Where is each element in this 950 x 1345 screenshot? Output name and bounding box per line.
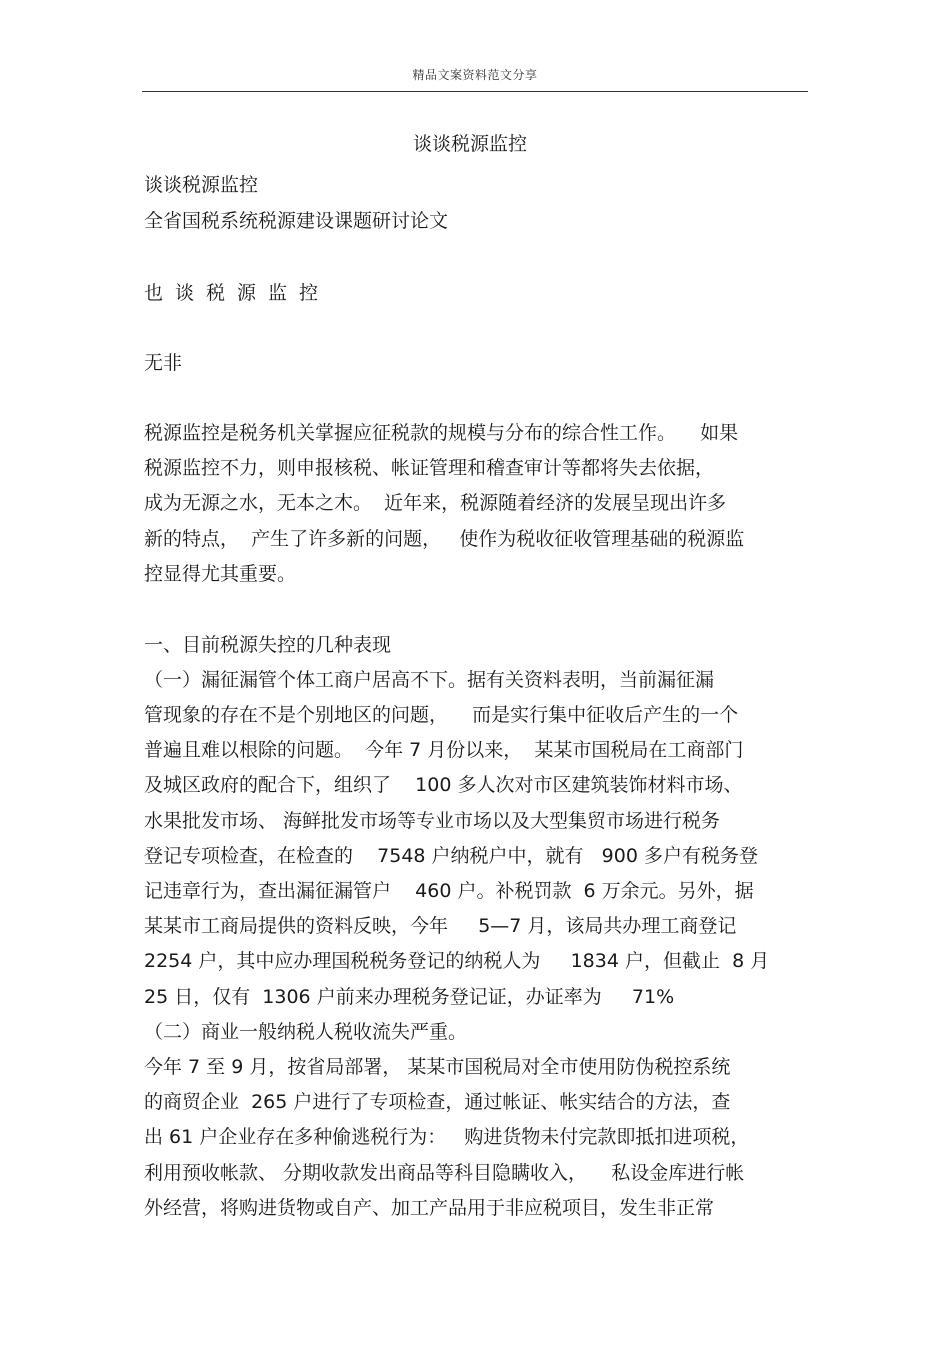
paragraph-line: 及城区政府的配合下，组织了 100 多人次对市区建筑装饰材料市场、 xyxy=(144,774,743,796)
header-text: 精品文案资料范文分享 xyxy=(412,68,538,82)
section-heading: 也谈税源监控 xyxy=(144,282,331,304)
paragraph-line: 外经营，将购进货物或自产、加工产品用于非应税项目，发生非正常 xyxy=(144,1197,715,1219)
paragraph-line: 出 61 户企业存在多种偷逃税行为： 购进货物未付完款即抵扣进项税， xyxy=(144,1126,750,1148)
section-heading: 一、目前税源失控的几种表现 xyxy=(144,634,392,656)
paragraph-line: 登记专项检查，在检查的 7548 户纳税户中，就有 900 多户有税务登 xyxy=(144,845,758,867)
subtitle-line: 谈谈税源监控 xyxy=(144,174,259,196)
header-divider xyxy=(142,91,808,92)
author-line: 无非 xyxy=(144,352,183,374)
paragraph-line: 税源监控不力，则申报核税、帐证管理和稽查审计等都将失去依据， xyxy=(144,457,715,479)
paragraph-line: 记违章行为，查出漏征漏管户 460 户。补税罚款 6 万余元。另外，据 xyxy=(144,880,754,902)
paragraph-line: 普遍且难以根除的问题。 今年 7 月份以来， 某某市国税局在工商部门 xyxy=(144,739,744,761)
paragraph-line: 的商贸企业 265 户进行了专项检查，通过帐证、帐实结合的方法，查 xyxy=(144,1091,731,1113)
paragraph-line: 今年 7 至 9 月，按省局部署， 某某市国税局对全市使用防伪税控系统 xyxy=(144,1056,731,1078)
paragraph-line: 利用预收帐款、 分期收款发出商品等科目隐瞒收入， 私设金库进行帐 xyxy=(144,1162,745,1184)
paragraph-line: 成为无源之水，无本之木。 近年来，税源随着经济的发展呈现出许多 xyxy=(144,492,727,514)
subtitle-line: 全省国税系统税源建设课题研讨论文 xyxy=(144,210,449,232)
paragraph-line: 新的特点， 产生了许多新的问题， 使作为税收征收管理基础的税源监 xyxy=(144,528,745,550)
paragraph-line: 管现象的存在不是个别地区的问题， 而是实行集中征收后产生的一个 xyxy=(144,704,739,726)
paragraph-line: 某某市工商局提供的资料反映，今年 5—7 月，该局共办理工商登记 xyxy=(144,915,737,937)
document-title: 谈谈税源监控 xyxy=(412,133,527,155)
paragraph-line: 2254 户，其中应办理国税税务登记的纳税人为 1834 户，但截止 8 月 xyxy=(144,950,770,972)
paragraph-line: 水果批发市场、 海鲜批发市场等专业市场以及大型集贸市场进行税务 xyxy=(144,810,721,832)
paragraph-line: 25 日，仅有 1306 户前来办理税务登记证，办证率为 71% xyxy=(144,986,675,1008)
paragraph-line: （一）漏征漏管个体工商户居高不下。据有关资料表明，当前漏征漏 xyxy=(144,669,715,691)
paragraph-line: 控显得尤其重要。 xyxy=(144,563,297,585)
subsection-heading: （二）商业一般纳税人税收流失严重。 xyxy=(144,1021,468,1043)
paragraph-line: 税源监控是税务机关掌握应征税款的规模与分布的综合性工作。 如果 xyxy=(144,422,739,444)
